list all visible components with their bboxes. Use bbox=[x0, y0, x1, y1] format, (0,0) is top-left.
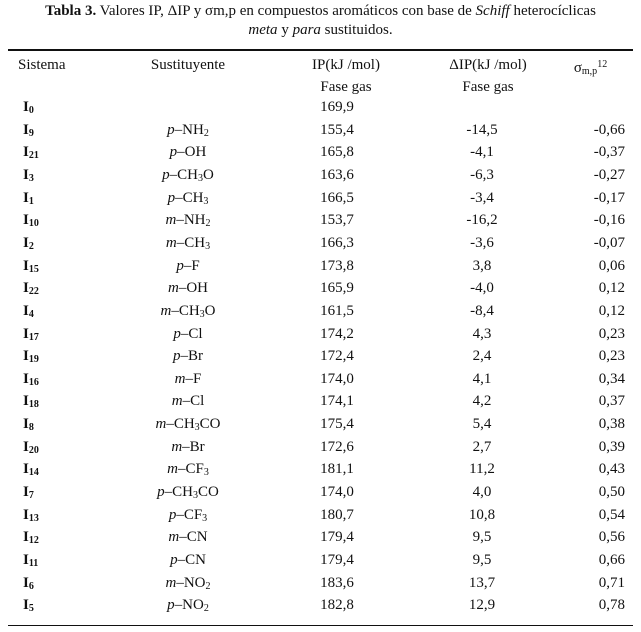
ip-value: 174,1 bbox=[320, 393, 354, 410]
system-letter: I bbox=[23, 574, 29, 591]
sigma-value: 0,78 bbox=[598, 597, 625, 614]
system-letter: I bbox=[23, 506, 29, 523]
table-row bbox=[8, 413, 633, 435]
table-row bbox=[8, 96, 633, 118]
sigma-value: -0,07 bbox=[593, 234, 625, 251]
ip-value: 173,8 bbox=[320, 257, 354, 274]
substituent-position: p bbox=[167, 121, 175, 138]
caption-mid: y bbox=[277, 22, 293, 38]
delta-ip-value: 4,0 bbox=[472, 484, 492, 501]
system-letter: I bbox=[23, 597, 29, 614]
header-ip: IP(kJ /mol) bbox=[312, 57, 380, 73]
substituent-group: –CN bbox=[177, 552, 206, 568]
delta-ip-value: 12,9 bbox=[468, 597, 496, 614]
delta-ip-value: 2,7 bbox=[472, 438, 492, 455]
delta-ip-value: 13,7 bbox=[468, 574, 496, 591]
caption-line-2 bbox=[0, 21, 641, 40]
substituent-group: –F bbox=[183, 257, 200, 274]
system-letter: I bbox=[23, 121, 29, 138]
substituent-group: –CH bbox=[169, 166, 198, 183]
ip-value: 175,4 bbox=[320, 416, 354, 433]
system-letter: I bbox=[23, 280, 29, 297]
table-row bbox=[8, 481, 633, 503]
sigma-value: 0,43 bbox=[598, 461, 625, 478]
table-row bbox=[8, 323, 633, 345]
substituent-group: –CH bbox=[176, 234, 206, 251]
substituent-position: p bbox=[157, 484, 165, 501]
substituent-position: m bbox=[167, 461, 178, 478]
substituent-position: m bbox=[165, 234, 177, 251]
substituent-group: –Br bbox=[180, 348, 203, 365]
sigma-value: 0,66 bbox=[598, 552, 625, 568]
caption-italic-para: para bbox=[292, 22, 321, 38]
table-row bbox=[8, 187, 633, 209]
system-index: 18 bbox=[28, 399, 39, 411]
system-letter: I bbox=[23, 529, 29, 546]
system-index: 0 bbox=[28, 105, 34, 116]
ip-value: 165,9 bbox=[320, 280, 354, 297]
table-row bbox=[8, 345, 633, 367]
sigma-value: 0,38 bbox=[598, 416, 625, 433]
system-index: 5 bbox=[28, 603, 34, 615]
subheader-delta-ip-phase: Fase gas bbox=[462, 79, 514, 95]
substituent-position: m bbox=[165, 574, 177, 591]
caption-italic-meta: meta bbox=[248, 22, 278, 38]
substituent-group: –Cl bbox=[180, 325, 203, 342]
substituent-position: m bbox=[171, 393, 183, 410]
system-letter: I bbox=[23, 212, 29, 229]
system-index: 19 bbox=[28, 354, 39, 366]
system-index: 10 bbox=[28, 218, 39, 230]
delta-ip-value: -16,2 bbox=[466, 212, 498, 229]
system-letter: I bbox=[23, 99, 29, 115]
sigma-value: 0,23 bbox=[598, 325, 625, 342]
substituent-position: p bbox=[167, 597, 175, 614]
substituent-group: –NH bbox=[176, 212, 206, 229]
delta-ip-value: 10,8 bbox=[468, 506, 496, 523]
substituent-group: –CH bbox=[166, 416, 195, 433]
sigma-symbol: σ bbox=[573, 60, 582, 76]
caption-tail: heterocíclicas bbox=[509, 3, 596, 19]
ip-value: 182,8 bbox=[320, 597, 354, 614]
system-index: 3 bbox=[28, 172, 34, 184]
header-row bbox=[8, 54, 633, 76]
table-row bbox=[8, 549, 633, 571]
substituent-position: m bbox=[174, 370, 186, 387]
header-sustituyente: Sustituyente bbox=[150, 57, 226, 73]
system-letter: I bbox=[23, 144, 29, 161]
ip-value: 174,0 bbox=[320, 484, 354, 501]
substituent-group: –CF bbox=[176, 506, 203, 523]
ip-value: 166,5 bbox=[320, 189, 354, 206]
sigma-value: -0,27 bbox=[593, 166, 625, 183]
sigma-value: 0,12 bbox=[598, 302, 625, 319]
substituent-cell bbox=[113, 594, 263, 620]
table-row bbox=[8, 526, 633, 548]
substituent-position: m bbox=[167, 280, 179, 297]
substituent-subscript: 2 bbox=[203, 603, 209, 615]
substituent-subscript: 3 bbox=[205, 240, 211, 252]
substituent-tail: CO bbox=[199, 416, 221, 433]
system-letter: I bbox=[23, 348, 29, 365]
delta-ip-value: -6,3 bbox=[470, 166, 494, 183]
sigma-value: 0,12 bbox=[598, 280, 625, 297]
delta-ip-value: 5,4 bbox=[472, 416, 492, 433]
system-letter: I bbox=[23, 370, 29, 387]
substituent-position: m bbox=[155, 416, 167, 433]
system-index: 13 bbox=[28, 512, 39, 524]
delta-ip-value: 9,5 bbox=[472, 552, 492, 568]
substituent-group: –OH bbox=[178, 280, 208, 297]
substituent-group: –OH bbox=[177, 144, 207, 161]
sigma-value: 0,39 bbox=[598, 438, 625, 455]
system-letter: I bbox=[23, 416, 29, 433]
system-letter: I bbox=[23, 325, 29, 342]
substituent-position: p bbox=[173, 348, 181, 365]
system-index: 21 bbox=[28, 150, 39, 162]
delta-ip-value: 4,3 bbox=[472, 325, 492, 342]
substituent-group: –Cl bbox=[182, 393, 205, 410]
table-row bbox=[8, 300, 633, 322]
ip-value: 163,6 bbox=[320, 166, 354, 183]
sigma-value: -0,16 bbox=[593, 212, 625, 229]
ip-value: 172,4 bbox=[320, 348, 354, 365]
ip-value: 181,1 bbox=[320, 461, 354, 478]
substituent-position: p bbox=[170, 552, 178, 568]
substituent-tail: O bbox=[203, 166, 214, 183]
system-index: 14 bbox=[28, 467, 39, 479]
ip-value: 180,7 bbox=[320, 506, 354, 523]
sigma-value: 0,50 bbox=[598, 484, 625, 501]
table-row bbox=[8, 436, 633, 458]
system-index: 22 bbox=[28, 286, 39, 298]
table-row bbox=[8, 209, 633, 231]
subheader-row bbox=[8, 76, 633, 98]
top-rule bbox=[8, 49, 633, 51]
system-index: 17 bbox=[28, 331, 39, 343]
ip-value: 174,0 bbox=[320, 370, 354, 387]
ip-value: 169,9 bbox=[320, 99, 354, 115]
sigma-value: 0,23 bbox=[598, 348, 625, 365]
system-letter: I bbox=[23, 189, 29, 206]
ip-value: 166,3 bbox=[320, 234, 354, 251]
delta-ip-value: 2,4 bbox=[472, 348, 492, 365]
table-row bbox=[8, 232, 633, 254]
substituent-position: p bbox=[162, 166, 170, 183]
substituent-subscript: 3 bbox=[199, 308, 205, 320]
system-index: 11 bbox=[28, 558, 39, 569]
caption-tail-2: sustituidos. bbox=[320, 22, 393, 38]
delta-ip-value: -8,4 bbox=[470, 302, 494, 319]
ip-value: 153,7 bbox=[320, 212, 354, 229]
ip-value: 179,4 bbox=[320, 529, 354, 546]
sigma-value: -0,37 bbox=[593, 144, 625, 161]
sigma-subscript: m,p bbox=[581, 66, 598, 77]
system-letter: I bbox=[23, 257, 29, 274]
system-index: 6 bbox=[28, 580, 34, 592]
system-letter: I bbox=[23, 484, 29, 501]
substituent-position: p bbox=[173, 325, 181, 342]
substituent-group: –NO bbox=[174, 597, 204, 614]
substituent-subscript: 3 bbox=[198, 172, 203, 184]
table-row bbox=[8, 458, 633, 480]
substituent-position: p bbox=[169, 144, 178, 161]
system-index: 4 bbox=[28, 308, 34, 320]
delta-ip-value: -3,6 bbox=[470, 234, 494, 251]
substituent-subscript: 2 bbox=[203, 127, 209, 139]
system-letter: I bbox=[23, 438, 29, 455]
table-row bbox=[8, 390, 633, 412]
substituent-position: m bbox=[171, 438, 183, 455]
table-row bbox=[8, 594, 633, 616]
system-letter: I bbox=[23, 166, 29, 183]
substituent-subscript: 3 bbox=[202, 512, 208, 524]
caption-line-1 bbox=[0, 2, 641, 21]
subheader-ip-phase: Fase gas bbox=[320, 79, 372, 95]
caption-italic-schiff: Schiff bbox=[475, 3, 510, 19]
substituent-position: m bbox=[160, 302, 172, 319]
substituent-group: –CH bbox=[171, 302, 200, 319]
delta-ip-value: 4,1 bbox=[472, 370, 492, 387]
system-letter: I bbox=[23, 234, 29, 251]
substituent-subscript: 3 bbox=[203, 195, 209, 207]
ip-value: 165,8 bbox=[320, 144, 354, 161]
substituent-position: p bbox=[168, 506, 177, 523]
delta-ip-value: 3,8 bbox=[472, 257, 492, 274]
substituent-position: m bbox=[165, 212, 177, 229]
substituent-position: m bbox=[168, 529, 180, 546]
substituent-group: –CH bbox=[175, 189, 204, 206]
sigma-value: 0,56 bbox=[598, 529, 625, 546]
substituent-tail: O bbox=[204, 302, 216, 319]
sigma-superscript: 12 bbox=[597, 59, 608, 70]
substituent-position: p bbox=[176, 257, 184, 274]
substituent-tail: CO bbox=[198, 484, 219, 501]
system-letter: I bbox=[23, 552, 29, 568]
sigma-value: 0,71 bbox=[598, 574, 625, 591]
sigma-value: -0,17 bbox=[593, 189, 625, 206]
substituent-group: –F bbox=[185, 370, 202, 387]
table-row bbox=[8, 277, 633, 299]
system-letter: I bbox=[23, 461, 29, 478]
system-index: 8 bbox=[28, 422, 34, 434]
sigma-value: -0,66 bbox=[593, 121, 625, 138]
system-index: 2 bbox=[28, 240, 34, 252]
system-index: 12 bbox=[28, 535, 39, 547]
sigma-value: 0,54 bbox=[598, 506, 625, 523]
delta-ip-value: 9,5 bbox=[472, 529, 492, 546]
delta-ip-value: -3,4 bbox=[470, 189, 494, 206]
table-row bbox=[8, 119, 633, 141]
table-caption bbox=[0, 2, 641, 40]
system-cell bbox=[23, 594, 83, 620]
substituent-group: –CH bbox=[164, 484, 193, 501]
substituent-subscript: 2 bbox=[205, 218, 211, 230]
delta-ip-value: 11,2 bbox=[469, 461, 495, 478]
delta-ip-value: -14,5 bbox=[466, 121, 498, 138]
delta-ip-value: -4,1 bbox=[470, 144, 494, 161]
delta-ip-value: -4,0 bbox=[470, 280, 494, 297]
ip-value: 183,6 bbox=[320, 574, 354, 591]
header-delta-ip: ΔIP(kJ /mol) bbox=[449, 57, 527, 73]
system-index: 1 bbox=[28, 195, 34, 207]
system-index: 20 bbox=[28, 444, 39, 456]
table-row bbox=[8, 164, 633, 186]
ip-value: 179,4 bbox=[320, 552, 354, 568]
substituent-group: –CF bbox=[177, 461, 204, 478]
ip-value: 155,4 bbox=[320, 121, 354, 138]
system-index: 16 bbox=[28, 376, 39, 388]
table-row bbox=[8, 141, 633, 163]
table-row bbox=[8, 504, 633, 526]
caption-label: Tabla 3. bbox=[45, 3, 97, 19]
substituent-subscript: 2 bbox=[205, 580, 211, 592]
substituent-group: –NO bbox=[176, 574, 206, 591]
substituent-group: –NH bbox=[174, 121, 204, 138]
delta-ip-value: 4,2 bbox=[472, 393, 492, 410]
ip-value: 172,6 bbox=[320, 438, 354, 455]
substituent-subscript: 3 bbox=[194, 422, 200, 434]
system-letter: I bbox=[23, 302, 29, 319]
table-row bbox=[8, 572, 633, 594]
table-row bbox=[8, 368, 633, 390]
substituent-group: –Br bbox=[182, 438, 205, 455]
sigma-value: 0,34 bbox=[598, 370, 625, 387]
caption-text: Valores IP, ΔIP y σm,p en compuestos aromáticos con base de bbox=[96, 3, 476, 19]
substituent-position: p bbox=[167, 189, 176, 206]
system-index: 15 bbox=[28, 263, 39, 275]
system-index: 9 bbox=[28, 127, 34, 139]
ip-value: 174,2 bbox=[320, 325, 354, 342]
header-sistema: Sistema bbox=[18, 57, 66, 73]
table-row bbox=[8, 255, 633, 277]
system-letter: I bbox=[23, 393, 29, 410]
substituent-group: –CN bbox=[179, 529, 208, 546]
sigma-value: 0,06 bbox=[598, 257, 625, 274]
substituent-subscript: 3 bbox=[193, 490, 198, 502]
substituent-subscript: 3 bbox=[203, 467, 209, 479]
sigma-value: 0,37 bbox=[598, 393, 625, 410]
ip-value: 161,5 bbox=[320, 302, 354, 319]
bottom-rule bbox=[8, 625, 633, 626]
system-index: 7 bbox=[28, 490, 34, 502]
